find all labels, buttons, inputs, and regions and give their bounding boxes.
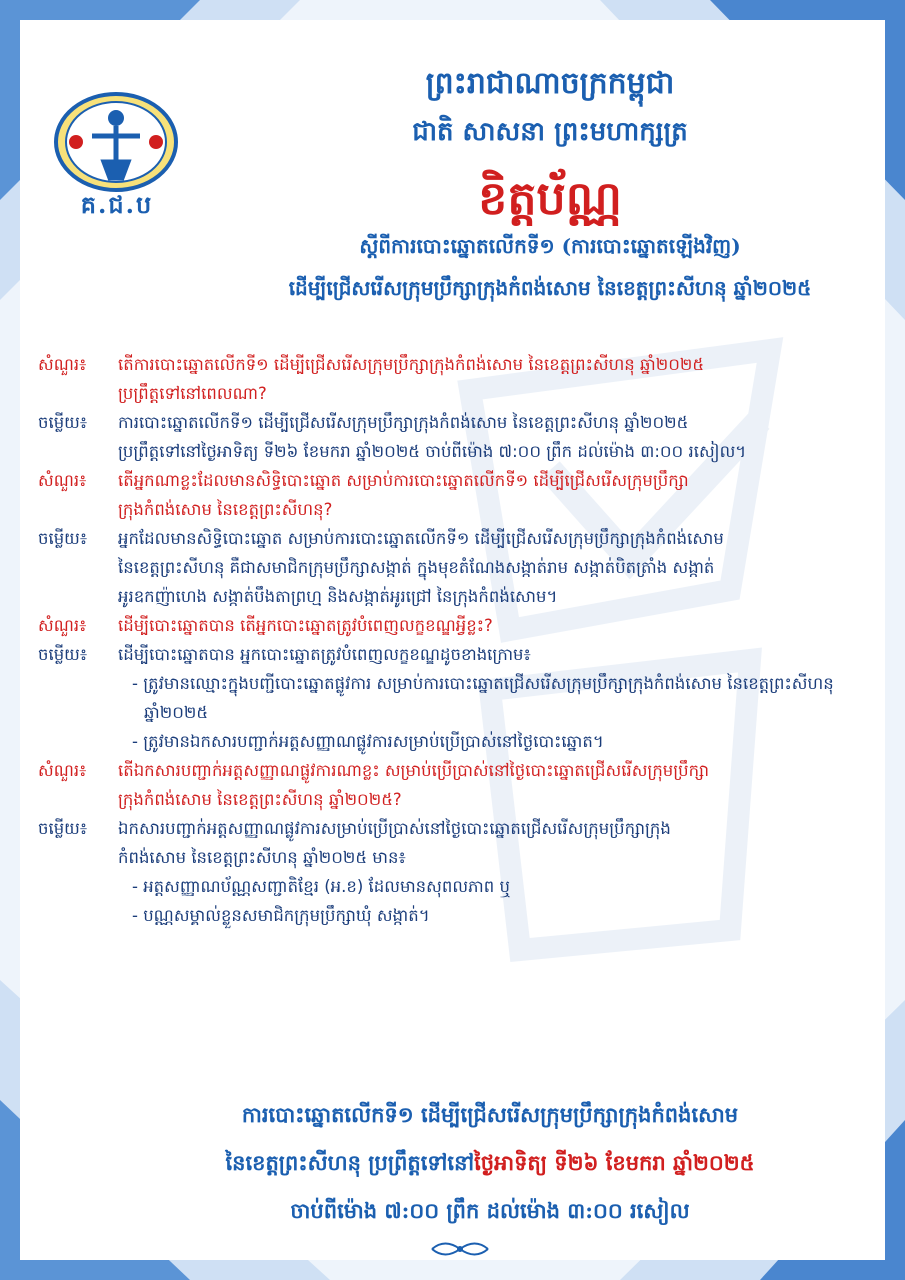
footer-date: ថ្ងៃអាទិត្យ ទី២៦ ខែមករា ឆ្នាំ២០២៥ xyxy=(474,1150,755,1175)
subtitle-line-1: ស្តីពីការបោះឆ្នោតលើកទី១ (ការបោះឆ្នោតឡើងវិញ) xyxy=(359,234,741,258)
qa-line: ឯកសារបញ្ជាក់អត្តសញ្ញាណផ្លូវការសម្រាប់ប្រើប្រាស់នៅថ្ងៃបោះឆ្នោតជ្រើសរើសក្រុមប្រឹក្សាក្រុង xyxy=(118,819,671,838)
qa-item-question xyxy=(38,611,886,640)
question-label: សំណួរ៖ xyxy=(38,616,87,635)
answer-label: ចម្លើយ៖ xyxy=(38,819,88,838)
qa-section xyxy=(38,350,886,930)
qa-line: ដើម្បីបោះឆ្នោតបាន អ្នកបោះឆ្នោតត្រូវបំពេញលក្ខខណ្ឌដូចខាងក្រោម៖ xyxy=(118,645,531,664)
question-label: សំណួរ៖ xyxy=(38,355,87,374)
footer-line-3: ចាប់ពីម៉ោង ៧:០០ ព្រឹក ដល់ម៉ោង ៣:០០ រសៀល xyxy=(290,1198,690,1223)
footer-line-2a: នៃខេត្តព្រះសីហនុ ប្រព្រឹត្តទៅនៅ xyxy=(225,1150,475,1175)
national-motto: ជាតិ សាសនា ព្រះមហាក្សត្រ xyxy=(412,117,688,147)
qa-item-question xyxy=(38,466,886,524)
ornament-icon xyxy=(430,1238,490,1260)
qa-item-answer xyxy=(38,408,886,466)
subtitle-line-2: ដើម្បីជ្រើសរើសក្រុមប្រឹក្សាក្រុងកំពង់សោម នៃខេត្តព្រះសីហនុ ឆ្នាំ២០២៥ xyxy=(288,276,812,300)
qa-line: ការបោះឆ្នោតលើកទី១ ដើម្បីជ្រើសរើសក្រុមប្រឹក្សាក្រុងកំពង់សោម នៃខេត្តព្រះសីហនុ ឆ្នាំ២០២៥ xyxy=(118,413,689,432)
qa-line: ក្រុងកំពង់សោម នៃខេត្តព្រះសីហនុ ឆ្នាំ២០២៥? xyxy=(118,790,402,809)
qa-bullet: - ត្រូវមានឈ្មោះក្នុងបញ្ជីបោះឆ្នោតផ្លូវការ សម្រាប់ការបោះឆ្នោតជ្រើសរើសក្រុមប្រឹក្សាក្រុងកំពង់សោម នៃខេត្តព្រះសីហនុ ឆ្នាំ២០២៥ xyxy=(132,674,834,722)
nec-emblem-icon xyxy=(52,92,180,192)
qa-item-question xyxy=(38,756,886,814)
qa-line: ប្រព្រឹត្តទៅនៅពេលណា? xyxy=(118,384,267,403)
question-label: សំណួរ៖ xyxy=(38,761,87,780)
qa-line: ដើម្បីបោះឆ្នោតបាន តើអ្នកបោះឆ្នោតត្រូវបំពេញលក្ខខណ្ឌអ្វីខ្លះ? xyxy=(118,616,493,635)
qa-line: នៃខេត្តព្រះសីហនុ គឺជាសមាជិកក្រុមប្រឹក្សាសង្កាត់ ក្នុងមុខតំណែងសង្កាត់រាម សង្កាត់បិតត្រាំង សង្កាត់ xyxy=(118,558,715,577)
qa-bullet: - អត្តសញ្ញាណប័ណ្ណសញ្ជាតិខ្មែរ (អ.ខ) ដែលមានសុពលភាព ឬ xyxy=(132,877,510,896)
qa-line: តើការបោះឆ្នោតលើកទី១ ដើម្បីជ្រើសរើសក្រុមប្រឹក្សាក្រុងកំពង់សោម នៃខេត្តព្រះសីហនុ ឆ្នាំ២០២៥ xyxy=(118,355,705,374)
qa-item-answer xyxy=(38,814,886,872)
qa-item-answer xyxy=(38,524,886,611)
question-label: សំណួរ៖ xyxy=(38,471,87,490)
qa-line: កំពង់សោម នៃខេត្តព្រះសីហនុ ឆ្នាំ២០២៥ មាន៖ xyxy=(118,848,406,867)
qa-bullet: - បណ្ណសម្គាល់ខ្លួនសមាជិកក្រុមប្រឹក្សាឃុំ សង្កាត់។ xyxy=(132,906,430,925)
kingdom-heading: ព្រះរាជាណាចក្រកម្ពុជា xyxy=(425,66,675,101)
answer-label: ចម្លើយ៖ xyxy=(38,529,88,548)
answer-label: ចម្លើយ៖ xyxy=(38,413,88,432)
qa-item-answer xyxy=(38,640,886,669)
qa-line: តើអ្នកណាខ្លះដែលមានសិទ្ធិបោះឆ្នោត សម្រាប់ការបោះឆ្នោតលើកទី១ ដើម្បីជ្រើសរើសក្រុមប្រឹក្សា xyxy=(118,471,689,490)
qa-line: អ្នកដែលមានសិទ្ធិបោះឆ្នោត សម្រាប់ការបោះឆ្នោតលើកទី១ ដើម្បីជ្រើសរើសក្រុមប្រឹក្សាក្រុងកំពង់សោម xyxy=(118,529,724,548)
qa-line: ប្រព្រឹត្តទៅនៅថ្ងៃអាទិត្យ ទី២៦ ខែមករា ឆ្នាំ២០២៥ ចាប់ពីម៉ោង ៧:០០ ព្រឹក ដល់ម៉ោង ៣:០០ រសៀល។ xyxy=(118,442,747,461)
answer-label: ចម្លើយ៖ xyxy=(38,645,88,664)
qa-item-question xyxy=(38,350,886,408)
logo-caption: គ.ជ.ប xyxy=(80,190,154,219)
footer-line-2 xyxy=(120,1150,860,1181)
qa-line: តើឯកសារបញ្ជាក់អត្តសញ្ញាណផ្លូវការណាខ្លះ សម្រាប់ប្រើប្រាស់នៅថ្ងៃបោះឆ្នោតជ្រើសរើសក្រុមប្រឹក្សា xyxy=(118,761,710,780)
qa-line: អូរឧកញ៉ាហេង សង្កាត់បឹងតាព្រហ្ម និងសង្កាត់អូរជ្រៅ នៃក្រុងកំពង់សោម។ xyxy=(118,587,558,606)
page-title: ខិត្តប័ណ្ណ xyxy=(478,171,622,225)
footer-line-1: ការបោះឆ្នោតលើកទី១ ដើម្បីជ្រើសរើសក្រុមប្រឹក្សាក្រុងកំពង់សោម xyxy=(241,1102,739,1127)
qa-bullet: - ត្រូវមានឯកសារបញ្ជាក់អត្តសញ្ញាណផ្លូវការសម្រាប់ប្រើប្រាស់នៅថ្ងៃបោះឆ្នោត។ xyxy=(132,732,604,751)
qa-line: ក្រុងកំពង់សោម នៃខេត្តព្រះសីហនុ? xyxy=(118,500,333,519)
